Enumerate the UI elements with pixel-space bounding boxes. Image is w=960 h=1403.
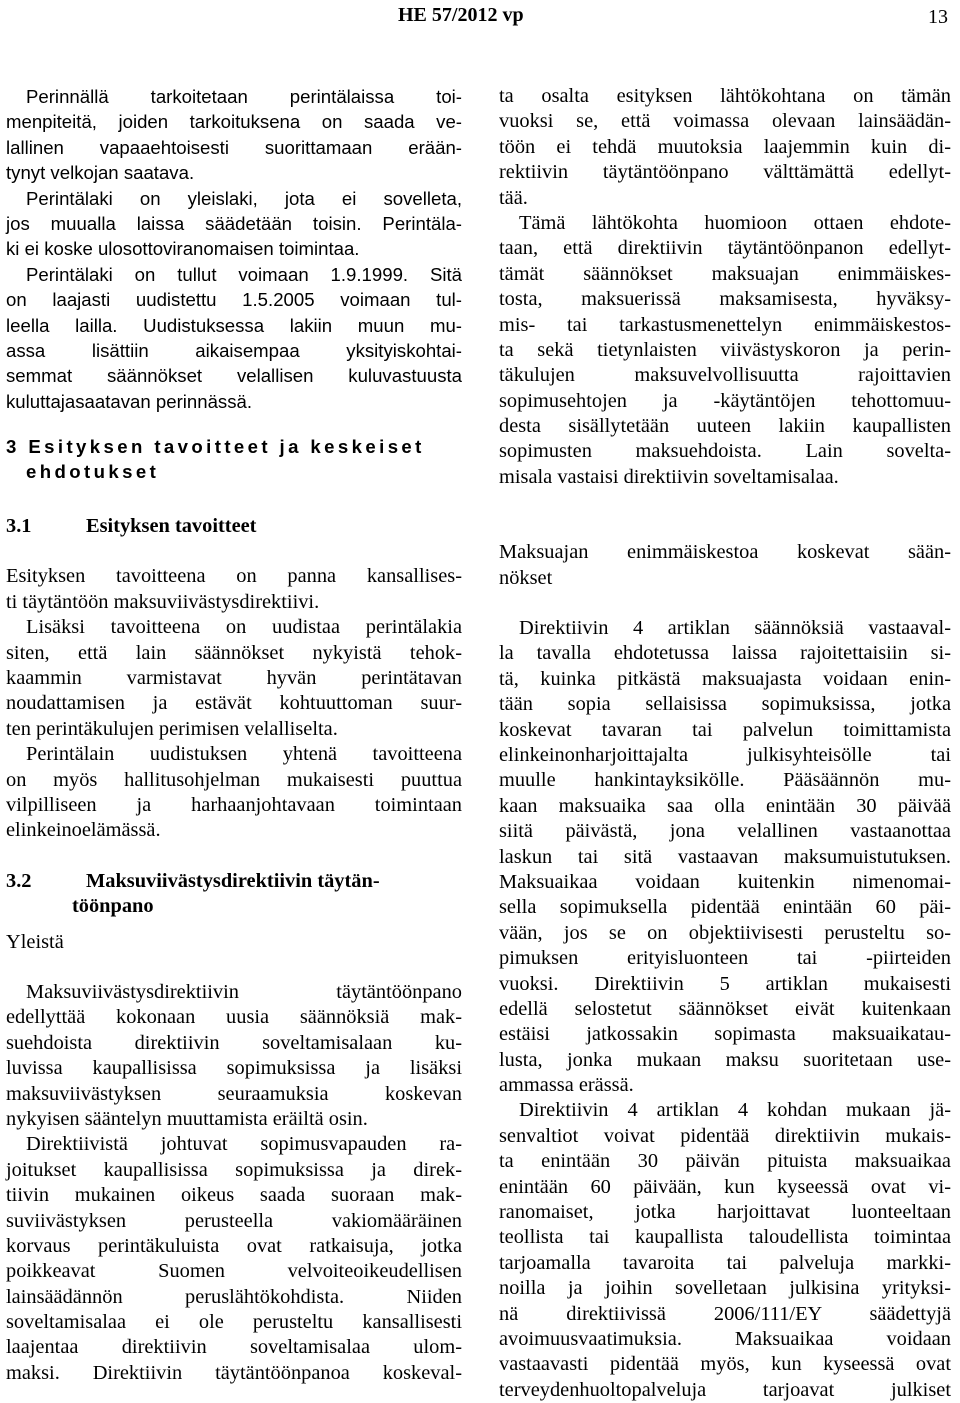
text-line: edellyttää kokonaan uusia säännöksiä mak- xyxy=(6,1006,462,1029)
text-line: Perintälaki on yleislaki, jota ei sovelleta, xyxy=(26,187,462,209)
text-line: ta osalta esityksen lähtökohtana on tämän xyxy=(499,85,951,107)
text-line: muulle hankintayksikölle. Pääsäännön mu- xyxy=(499,769,951,792)
text-line: nykyisen sääntelyn muuttamista eräiltä osin. xyxy=(6,1107,368,1130)
text-line: ki ei koske ulosottoviranomaisen toimintaa. xyxy=(6,238,360,260)
text-line: Esityksen tavoitteena on panna kansallises- xyxy=(6,565,462,588)
text-line: Direktiivin 4 artiklan säännöksiä vastaaval- xyxy=(519,617,951,640)
paragraph xyxy=(6,186,462,262)
text-line: estäisi jatkossakin sopimasta maksuaikatau- xyxy=(499,1023,951,1046)
text-line: mis- tai tarkastusmenettelyn enimmäiskestos- xyxy=(499,313,951,336)
text-line: Perintälain uudistuksen yhtenä tavoitteena xyxy=(26,743,462,766)
text-line: lainsäädännön peruslähtökohdista. Niiden xyxy=(6,1285,462,1308)
text-line: ta enintään 30 päivän pituista maksuaikaa xyxy=(499,1150,951,1173)
text-line: Perintälaki on tullut voimaan 1.9.1999. Sitä xyxy=(26,263,462,285)
text-line: terveydenhuoltopalveluja tarjoavat julkiset xyxy=(499,1378,951,1401)
paragraph xyxy=(499,1098,951,1403)
text-line: tosta, maksuerissä maksamisesta, hyväksy- xyxy=(499,288,951,311)
text-line: laskun tai sitä vastaavan maksumuistutuksen. xyxy=(499,845,951,868)
paragraph xyxy=(6,262,462,414)
paragraph xyxy=(6,980,462,1132)
text-line: tynyt velkojan saatava. xyxy=(6,162,195,184)
text-line: siitä päivästä, jona velallinen vastaanottaa xyxy=(499,820,951,843)
text-line: vilpilliseen ja harhaanjohtavaan toimintaan xyxy=(6,794,462,816)
text-line: edellä selostetut säännökset eivät kuitenkaan xyxy=(499,997,951,1020)
text-line: Direktiivistä johtuvat sopimusvapauden ra- xyxy=(26,1133,462,1156)
text-line: tarjoamalla tavaroita tai palveluja markki- xyxy=(499,1251,951,1274)
text-line: assa lisättiin aikaisempaa yksityiskohtai- xyxy=(6,339,462,361)
text-line: suviivästyksen perusteella vakiomääräinen xyxy=(6,1209,462,1232)
text-line: kaan maksuaika saa olla enintään 30 päivää xyxy=(499,794,951,817)
text-line: poikkeavat Suomen velvoiteoikeudellisen xyxy=(6,1260,462,1283)
text-line: soveltamisalaa ei ole perusteltu kansallisesti xyxy=(6,1311,462,1334)
intro-block xyxy=(6,84,462,414)
text-line: täkulujen maksuvelvollisuutta rajoittavien xyxy=(499,364,951,387)
text-line: jos muualla laissa säädetään toisin. Perintäla- xyxy=(6,212,462,234)
paragraph xyxy=(6,742,462,844)
section-3-2-heading xyxy=(6,869,462,920)
text-line: noilla ja joihin sovelletaan julkisina yrityksi- xyxy=(499,1277,951,1300)
text-line: semmat säännökset velallisen kuluvastuusta xyxy=(6,365,462,387)
text-line: maksuviivästyksen seuraamuksia koskevan xyxy=(6,1082,462,1105)
section-title: Esityksen tavoitteet xyxy=(86,515,257,538)
section-number: 3 xyxy=(6,436,17,458)
text-line: Tämä lähtökohta huomioon ottaen ehdote- xyxy=(519,211,951,234)
paragraph xyxy=(499,616,951,1098)
text-line: sopimusehtojen ja -käytäntöjen tehottomuu- xyxy=(499,389,951,412)
text-line: rektiivin täytäntöönpano välttämättä edellyt- xyxy=(499,161,951,184)
section-title: Maksuviivästysdirektiivin täytän- xyxy=(86,869,380,892)
text-line: Maksuviivästysdirektiivin täytäntöönpano xyxy=(26,981,462,1003)
paragraph xyxy=(6,1132,462,1386)
text-line: nä direktiivissä 2006/111/EY säädettyjä xyxy=(499,1302,951,1325)
text-line: lusta, jonka mukaan maksu suoritetaan use- xyxy=(499,1048,951,1071)
text-line: töön ei tehdä muutoksia laajemmin kuin di- xyxy=(499,135,951,158)
text-line: desta sisällytetään uuteen lakiin kaupallisten xyxy=(499,415,951,438)
text-line: suehdoista direktiivin soveltamisalaan ku- xyxy=(6,1031,462,1054)
text-line: Lisäksi tavoitteena on uudistaa perintälakia xyxy=(26,616,462,639)
text-line: pimuksen erityisluonteen tai -piirteiden xyxy=(499,947,951,970)
text-line: misala vastaisi direktiivin soveltamisalaa. xyxy=(499,465,839,488)
page-header xyxy=(0,0,960,30)
text-line: lallinen vapaaehtoisesti suorittamaan erään- xyxy=(6,136,462,158)
subsection-heading xyxy=(499,540,951,591)
text-line: kuluttajasaatavan perinnässä. xyxy=(6,390,253,412)
paragraph xyxy=(499,211,951,490)
text-line: maksi. Direktiivin täytäntöönpanoa koskeval- xyxy=(6,1361,462,1384)
text-line: sella sopimuksella pidentää enintään 60 päi- xyxy=(499,896,951,919)
text-line: korvaus perintäkuluista ovat ratkaisuja, jotka xyxy=(6,1234,462,1257)
section-3-2-body xyxy=(6,980,462,1386)
text-line: luvissa kaupallisissa sopimuksissa ja lisäksi xyxy=(6,1057,462,1080)
text-line: siten, että lain säännökset nykyistä tehok- xyxy=(6,641,462,664)
text-line: tä, kuinka pitkästä maksuajasta voidaan enin- xyxy=(499,667,951,690)
left-column xyxy=(6,84,462,1386)
text-line: senvaltiot voivat pidentää direktiivin mukais- xyxy=(499,1124,951,1147)
section-title-cont: ehdotukset xyxy=(26,461,160,483)
text-line: Maksuaikaa voidaan kuitenkin nimenomai- xyxy=(499,870,951,893)
text-line: vuoksi se, että voimassa olevaan lainsäädän- xyxy=(499,110,951,133)
text-line: laajentaa direktiivin soveltamisalaa ulom- xyxy=(6,1336,462,1359)
text-line: joitukset kaupallisissa sopimuksissa ja direk- xyxy=(6,1158,462,1181)
text-line: vastaavasti pidentää myös, kun kyseessä ovat xyxy=(499,1353,951,1376)
text-line: vuoksi. Direktiivin 5 artiklan mukaisesti xyxy=(499,972,951,995)
text-line: ten perintäkulujen perimisen velalliselta. xyxy=(6,717,338,740)
section-title-cont: töönpano xyxy=(72,895,154,918)
text-line: koskevat tavaran tai palvelun toimittamista xyxy=(499,718,951,741)
text-line: tään sopia sellaisissa sopimuksissa, jotka xyxy=(499,693,951,716)
text-line: nökset xyxy=(499,566,553,589)
text-line: sopimusten maksuehdoista. Lain sovelta- xyxy=(499,440,951,463)
text-line: avoimuusvaatimuksia. Maksuaikaa voidaan xyxy=(499,1327,951,1350)
text-line: ta sekä tietynlaisten viivästyskoron ja perin- xyxy=(499,338,951,361)
text-line: kaammin varmistavat hyvän perintätavan xyxy=(6,667,462,690)
section-title: Esityksen tavoitteet ja keskeiset xyxy=(28,436,425,458)
section-3-heading xyxy=(6,434,462,484)
text-line: leella lailla. Uudistuksessa lakiin muun mu- xyxy=(6,314,462,336)
text-line: la tavalla ehdotetussa laissa rajoitettaisiin si- xyxy=(499,642,951,665)
section-number: 3.2 xyxy=(6,869,32,892)
document-id: HE 57/2012 vp xyxy=(398,4,524,26)
text-line: on myös hallitusohjelman mukaisesti puuttua xyxy=(6,768,462,791)
text-line: Maksuajan enimmäiskestoa koskevat sään- xyxy=(499,541,951,564)
text-line: taan, että direktiivin täytäntöönpanon edellyt- xyxy=(499,237,951,260)
text-line: tää. xyxy=(499,186,528,209)
text-line: tiivin mukainen oikeus saada suoraan mak- xyxy=(6,1184,462,1207)
section-number: 3.1 xyxy=(6,515,32,538)
text-line: Direktiivin 4 artiklan 4 kohdan mukaan jä- xyxy=(519,1099,951,1122)
text-line: on laajasti uudistettu 1.5.2005 voimaan tul- xyxy=(6,289,462,311)
right-column xyxy=(499,84,951,1403)
text-line: noudattamisen ja estävät kohtuuttoman suur- xyxy=(6,692,462,715)
text-line: enintään 60 päivään, kun kyseessä ovat vi- xyxy=(499,1175,951,1198)
section-3-1-body xyxy=(6,564,462,843)
text-line: tämät säännökset maksuajan enimmäiskes- xyxy=(499,262,951,285)
text-line: ranomaiset, jotka harjoittavat luonteeltaan xyxy=(499,1201,951,1224)
text-line: elinkeinonharjoittajalta julkisyhteisölle tai xyxy=(499,743,951,766)
text-line: menpiteitä, joiden tarkoituksena on saada ve- xyxy=(6,111,462,133)
text-line: elinkeinoelämässä. xyxy=(6,819,161,842)
paragraph xyxy=(6,84,462,186)
page-number: 13 xyxy=(928,6,948,28)
text-line: ti täytäntöön maksuviivästysdirektiivi. xyxy=(6,590,320,613)
text-line: Perinnällä tarkoitetaan perintälaissa toi- xyxy=(26,86,462,107)
section-3-1-heading xyxy=(6,514,462,539)
subheading-yleista: Yleistä xyxy=(6,930,64,953)
paragraph xyxy=(499,84,951,211)
paragraph xyxy=(6,564,462,615)
text-line: vään, jos se on objektiivisesti perusteltu so- xyxy=(499,921,951,944)
text-line: teollista tai kaupallista taloudellista toimintaa xyxy=(499,1226,951,1249)
text-line: ammassa erässä. xyxy=(499,1074,634,1097)
paragraph xyxy=(6,615,462,742)
